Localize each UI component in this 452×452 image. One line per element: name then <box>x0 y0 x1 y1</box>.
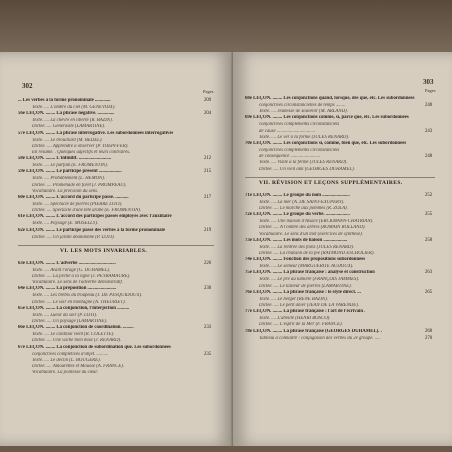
lesson-entry: 60e LEÇON. ........ L'accord du participe passé. ........... <box>18 195 129 200</box>
page-ref: 265 <box>425 289 433 295</box>
left-pages-label: Pages <box>203 89 214 94</box>
lesson-subentry: Texte. .... Visite à la ferme (JULES RENARD). <box>259 160 348 166</box>
lesson-subentry: conjonctives complétives d'objet. .......... <box>32 351 109 357</box>
left-page-number: 302 <box>22 82 33 90</box>
lesson-subentry: Dictée. .... Une vache bien mise (J. RENARD). <box>32 338 122 344</box>
left-page <box>0 52 233 446</box>
page-ref: 226 <box>204 260 212 266</box>
lesson-subentry: Texte. .... L'ombre du ciel (M. GENEVOIX). <box>32 105 116 110</box>
page-ref: 219 <box>204 227 212 233</box>
lesson-subentry: Texte. .... La chèvre en liberté (R. BAZIN). <box>32 118 113 124</box>
lesson-subentry: Texte. .... L'abeille (HENRI BOSCO). <box>259 316 331 322</box>
lesson-subentry: Dictée. .... Le tailleur de pierres (LAMARTINE). <box>259 283 352 289</box>
lesson-subentry: Dictée. .... Amourettes et Mousse (A. FRANCE). <box>32 364 125 369</box>
lesson-entry: 69e LEÇON. ........ Les conjonctions comme, si, parce que, etc. Les subordonnées <box>245 115 409 121</box>
page-ref: 233 <box>204 325 212 331</box>
page-ref: 235 <box>204 351 212 357</box>
lesson-subentry: Dictée. .... Le marché aux pommes (R. ZOLA). <box>259 206 348 211</box>
section-rule <box>245 177 435 178</box>
lesson-subentry: Texte. .... Jeunesse de souvenir (M. ARLAND). <box>259 109 348 115</box>
lesson-subentry: Texte. .... Le berger (RENÉ BAZIN). <box>259 296 329 302</box>
lesson-subentry: de cause ................................ <box>259 128 316 134</box>
lesson-entry: 78e LEÇON. ........ La phrase française (GEORGES DUHAMEL). . <box>245 328 382 334</box>
lesson-subentry: Dictée. .... Le soir en montagne (A. THEURIET). <box>32 299 126 305</box>
lesson-subentry: Dictée. .... Un vieil ami (GEORGES DUHAMEL). <box>259 166 355 172</box>
lesson-entry: 58e LEÇON. ........ L'infinitif. ........................... <box>18 156 112 162</box>
lesson-entry: 59e LEÇON. ........ Le participe présent ................... <box>18 169 122 175</box>
page-ref: 268 <box>425 328 433 334</box>
page-ref: 217 <box>204 195 212 200</box>
lesson-subentry: Dictée. .... Apprendre à observer (P. TOEPFFER). <box>32 143 129 149</box>
lesson-subentry: Texte. .... Avant l'orage (G. DUHAMEL). <box>32 267 111 273</box>
page-ref: 258 <box>425 237 433 243</box>
lesson-entry: 63e LEÇON. ........ L'adverbe ............................... <box>18 260 116 266</box>
lesson-entry: 74e LEÇON. ........ Fonction des propositions subordonnées <box>245 257 366 263</box>
page-ref: 212 <box>204 156 212 162</box>
lesson-entry: 73e LEÇON. ........ Les mots de liaison .................... <box>245 237 348 243</box>
page-ref: 230 <box>204 286 212 292</box>
lesson-subentry: Vocabulaire. Le sens de l'adverbe démonstratif. <box>32 280 124 286</box>
right-pages-label: Pages <box>425 88 436 93</box>
lesson-entry: 56e LEÇON. ........ La phrase négative. .............. <box>18 111 115 117</box>
lesson-subentry: Texte. .... Le brouillard (M. BEDEL). <box>32 137 103 143</box>
lesson-subentry: Texte. .... Le pré au lumière (FRANÇOIS JAMMES). <box>259 277 360 283</box>
page-ref: 204 <box>204 111 212 117</box>
page-ref: 270 <box>425 335 433 341</box>
lesson-subentry: En résumé. . Quelques adjectifs et leurs contraires. <box>32 150 131 155</box>
page-ref: 252 <box>425 192 433 198</box>
lesson-subentry: Texte. .... Spectacle de pierres (PIERRE LOTI). <box>32 202 123 207</box>
section-rule <box>18 245 214 246</box>
background-shadow <box>0 0 452 54</box>
page-ref: 240 <box>425 103 433 108</box>
lesson-entry: 71e LEÇON. ........ Le groupe du nom ....................... <box>245 192 350 198</box>
lesson-entry: 65e LEÇON. ........ La conjonction, l'interjection .......... <box>18 305 130 311</box>
lesson-subentry: Dictée. .... Un jardin abandonné (P. LOTI). <box>32 234 115 240</box>
right-page-number: 303 <box>423 78 434 86</box>
lesson-subentry: Texte. .... Une maison d'Alsace (ERCKMANN-CHATRIAN). <box>259 219 374 225</box>
lesson-subentry: Dictée. .... La pêche à la ligne (J. PEYRAMAURE). <box>32 274 131 279</box>
lesson-subentry: conjonctives circonstancielles de temps ........ <box>259 103 346 108</box>
page-ref: 215 <box>204 169 212 175</box>
right-page <box>233 52 452 446</box>
lesson-subentry: Tableau à connaître : conjugaison des verbes du 2e groupe. ..... <box>259 335 381 341</box>
page-ref: 243 <box>425 128 433 134</box>
lesson-subentry: Dictée. .... Un paysage (LAMARTINE). <box>32 319 108 324</box>
page-ref: 248 <box>425 154 433 160</box>
section-title: VII. RÉVISION ET LEÇONS SUPPLÉMENTAIRES. <box>259 179 403 186</box>
lesson-subentry: Texte. .... Lueur du soir (P. LOTI). <box>32 312 98 318</box>
page-ref: 209 <box>204 98 212 103</box>
lesson-subentry: Texte. .... Le semeur (MARGUERITE AUDOUX). <box>259 264 354 270</box>
lesson-entry: 57e LEÇON. ........ La phrase interrogative. Les subordonnées interrogatives <box>18 130 174 136</box>
lesson-subentry: Texte. .... La mer (A. DE SAINT-EXUPÉRY). <box>259 199 345 205</box>
lesson-subentry: Texte. .... Le déclin (L. BOUGÉRE). <box>32 357 101 363</box>
lesson-subentry: conjonctives compléments circonstanciels <box>259 122 340 128</box>
lesson-subentry: Texte. .... Le ver à la forme (JULES RENARD). <box>259 134 350 140</box>
lesson-subentry: Vocabulaire. La précision du sens. <box>32 188 99 194</box>
lesson-subentry: Vocabulaire. La politesse du cœur. <box>32 370 98 376</box>
lesson-entry: 62e LEÇON. ........ Le participe passé des verbes à la forme pronominale <box>18 227 166 233</box>
lesson-entry: 61e LEÇON. ........ L'accord des participes passés employés avec l'auxiliaire <box>18 214 172 220</box>
lesson-entry: ... Les verbes à la forme pronominale ............. <box>18 98 111 103</box>
lesson-subentry: Texte. .... Le parfum (E. FROMENTIN). <box>32 163 109 169</box>
page-ref: 255 <box>425 212 433 218</box>
lesson-entry: 77e LEÇON. ........ La phrase française : l'art de l'écrivain . <box>245 309 366 315</box>
lesson-entry: 67e LEÇON. ........ La conjonction de subordination que. Les subordonnées <box>18 344 171 350</box>
lesson-subentry: Dictée. .... La chanson de la pie (RAYMOND ESCHOLIER). <box>259 251 375 256</box>
lesson-subentry: Dictée. .... Générosité (LAMARTINE). <box>32 124 106 130</box>
lesson-entry: 64e LEÇON. ........ La préposition ........................ <box>18 286 117 292</box>
lesson-subentry: Dictée. .... Le petit ânier (JEAN DE LA VARENDE). <box>259 303 360 308</box>
lesson-subentry: Texte. .... Le cardinal vient (R. COLETTE). <box>32 332 115 338</box>
lesson-subentry: Texte. .... Les brebis du troupeau (J. DE PESQUIDOUX). <box>32 293 143 299</box>
lesson-subentry: Vocabulaire. Le sens d'un mot (exercices de synthèse). <box>259 231 363 237</box>
section-title: VI. LES MOTS INVARIABLES. <box>60 247 148 254</box>
page-ref: 263 <box>425 270 433 276</box>
lesson-entry: 68e LEÇON. ........ Les conjonctions quand, lorsque, dès que, etc. Les subordonnées <box>245 96 415 101</box>
lesson-subentry: Texte. .... Paysage (E. MOSELLY). <box>32 221 99 227</box>
lesson-entry: 70e LEÇON. ........ Les conjonctions si, comme, bien que, etc. Les subordonnées <box>245 141 407 146</box>
lesson-entry: 75e LEÇON. ........ La phrase française : analyse et construction <box>245 270 375 276</box>
lesson-subentry: de conséquence ......................... <box>259 154 321 160</box>
lesson-subentry: conjonctives compléments circonstanciels <box>259 148 340 153</box>
lesson-entry: 72e LEÇON. ........ Le groupe du verbe. .................... <box>245 212 350 218</box>
lesson-subentry: Dictée. .... A l'ombre des arbres (ROMAIN ROLLAND). <box>259 225 366 231</box>
lesson-entry: 66e LEÇON. ........ La conjonction de coordination. ......... <box>18 325 134 331</box>
lesson-subentry: Dictée. .... Promenade en forêt (J. PROMPEAU). <box>32 182 127 188</box>
lesson-entry: 76e LEÇON. ........ La phrase française : le style direct. ... <box>245 289 361 295</box>
lesson-subentry: Texte. .... Probablement (L. HÉMON). <box>32 176 106 182</box>
lesson-subentry: Dictée. .... L'esprit de la Mer (F. FRANCE). <box>259 322 343 328</box>
lesson-subentry: Texte. .... La rentrée des foins (JULES RENARD). <box>259 244 355 250</box>
lesson-subentry: Dictée. .... Spectacle d'une tête arabe (E. FROMENTIN). <box>32 208 142 214</box>
